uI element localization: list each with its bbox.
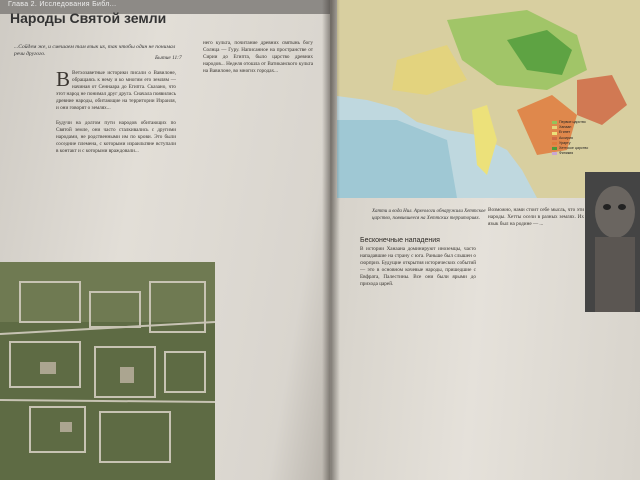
col2-body-text: него культа, почитание древних святынь богу Солнца — Гуру. Написанное на пространстве от Сирии до Египта, было царство древних народов... Неделя отошла от Ватиканского культа на Вавилоне, во многих городах... (203, 40, 313, 75)
statue-photo (585, 172, 640, 312)
right-col1-text: В истории Ханаана доминируют иноземцы, часто нападавшие на страну с юга. Раньше был слышен о сюрприз. Будущие открытия исторических событий — это в основном кочевые народы, пришедшие с Евфрата, Палестины. Все они были ярыми до прихода царей. (360, 246, 476, 288)
aerial-ruins-photo (0, 262, 215, 480)
legend-item: Первое царство (552, 120, 624, 125)
left-column-2 (203, 40, 313, 470)
legend-item: Урарту (552, 141, 624, 146)
map-legend (552, 120, 624, 156)
section-heading: Бесконечные нападения (360, 237, 440, 244)
legend-item: Ассирия (552, 136, 624, 141)
legend-item: Финикия (552, 151, 624, 156)
legend-item: Ханаан (552, 125, 624, 130)
right-column-1 (360, 246, 476, 480)
right-col2-text: Возможно, нами стоит себе мысль, что эти народы. Хетты осели в разных землях. Их язык был на родине — ... (488, 207, 584, 228)
legend-item: Египет (552, 130, 624, 135)
map-caption: Хатти и вода Нил. Археологи обнаружили Хеттское царство, появившееся на Хеттских территориях. (372, 209, 486, 221)
drop-cap: В (56, 70, 71, 91)
historical-map (337, 0, 640, 198)
epigraph-source: Бытие 11:7 (155, 55, 182, 61)
col1-body-text: Будучи на долгом пути народов обитающих по Святой земле, они часто сталкивались с другими народами, не родственными им по крови. Это были соседние племена, с которыми израильтяне вступали в контакт и с которыми враждовали... (56, 119, 176, 155)
right-column-2 (488, 207, 584, 480)
running-head: Глава 2. Исследования Библ... (8, 1, 117, 8)
book-gutter (322, 0, 340, 480)
col1-intro-text: Ветхозаветные историки писали о Вавилоне, обращаясь к нему и ко многим его землям — начиная от Сеннаара до Египта. Сказано, что этот народ не понимал друг друга. Сначала появились древние народы, обитающие на территории Израиля, и они говорят о землях... (56, 70, 176, 112)
epigraph: ...Сойдем же, и смешаем там язык их, так чтобы один не понимал речи другого. (14, 44, 176, 57)
page-title: Народы Святой земли (10, 10, 167, 26)
left-column-1 (56, 70, 176, 262)
legend-item: Хеттское царство (552, 146, 624, 151)
